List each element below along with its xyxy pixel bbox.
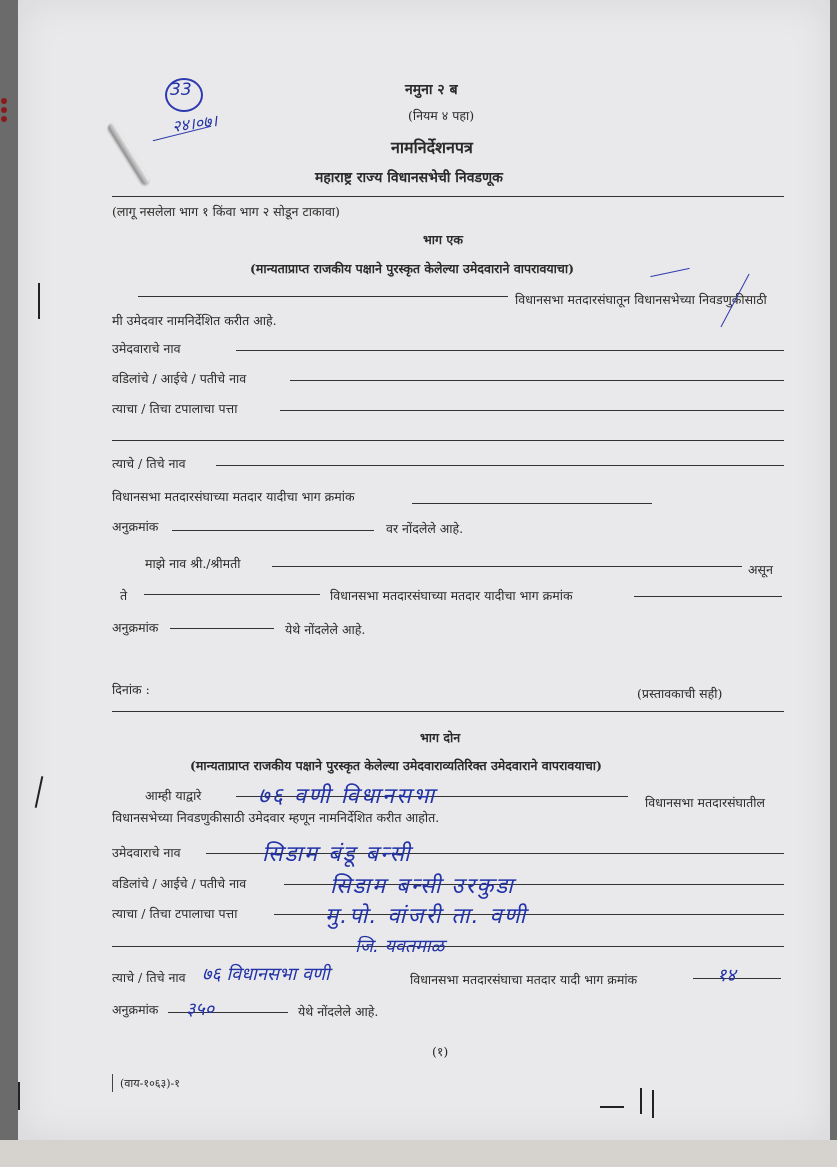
part-divider (112, 711, 784, 712)
document-subtitle: महाराष्ट्र राज्य विधानसभेची निवडणूक (315, 170, 503, 186)
document-title: नामनिर्देशनपत्र (391, 138, 473, 157)
p2-roll-part-label: विधानसभा मतदारसंघाचा मतदार यादी भाग क्रमांक (410, 972, 638, 987)
p1-signature-label: (प्रस्तावकाची सही) (637, 686, 723, 701)
p1-candidate-name-label: उमेदवाराचे नाव (112, 341, 181, 356)
binding-thread (0, 95, 8, 155)
scan-edge (0, 1140, 837, 1167)
p1-registered: वर नोंदलेले आहे. (386, 521, 464, 536)
p1-address-label: त्याचा / तिचा टपालाचा पत्ता (112, 401, 238, 416)
margin-mark (38, 283, 40, 319)
p2-line2: विधानसभेच्या निवडणुकीसाठी उमेदवार म्हणून नामनिर्देशित करीत आहोत. (112, 810, 440, 825)
filled-address-line2: जि. यवतमाळ (355, 936, 445, 957)
p2-address-label: त्याचा / तिचा टपालाचा पत्ता (112, 906, 238, 921)
form-number: नमुना २ ब (405, 82, 458, 98)
stamp-date: २४।०७। (170, 110, 219, 137)
p2-father-name-label: वडिलांचे / आईचे / पतीचे नाव (112, 876, 247, 891)
p1-roll-part2-label: विधानसभा मतदारसंघाच्या मतदार यादीचा भाग क्रमांक (330, 588, 573, 603)
p1-my-name-label: माझे नाव श्री./श्रीमती (145, 556, 241, 571)
filled-father-name: सिडाम बन्सी उरकुडा (330, 874, 515, 899)
filled-serial-no: ३५० (186, 999, 215, 1020)
filled-constituency: ७६ वणी विधानसभा (258, 784, 437, 809)
filled-candidate-name: सिडाम बंडू बन्सी (262, 842, 412, 867)
part1-subheading: (मान्यताप्राप्त राजकीय पक्षाने पुरस्कृत केलेल्या उमेदवाराने वापरावयाचा) (250, 261, 574, 276)
p2-candidate-name-label: उमेदवाराचे नाव (112, 845, 181, 860)
p1-serial2-label: अनुक्रमांक (112, 620, 159, 635)
ink-stroke (640, 1088, 642, 1114)
margin-mark (18, 1082, 20, 1110)
p1-serial-line[interactable] (172, 530, 374, 531)
p1-date-label: दिनांक : (112, 682, 150, 697)
filled-part-no: १४ (717, 965, 736, 986)
filled-his-name: ७६ विधानसभा वणी (202, 964, 330, 985)
part1-line1: विधानसभा मतदारसंघातून विधानसभेच्या निवडणुकीसाठी (515, 292, 767, 307)
instruction: (लागू नसलेला भाग १ किंवा भाग २ सोडून टाकावा) (112, 204, 340, 219)
p2-constituency-suffix: विधानसभा मतदारसंघातील (645, 795, 765, 810)
filled-address-line1: मु.पो. वांजरी ता. वणी (325, 904, 528, 929)
p1-asun: असून (748, 562, 773, 577)
divider (112, 196, 784, 197)
p1-registered2: येथे नोंदलेले आहे. (285, 622, 366, 637)
page-number: (१) (432, 1044, 449, 1059)
p2-we-hereby: आम्ही याद्वारे (145, 788, 202, 803)
part2-subheading: (मान्यताप्राप्त राजकीय पक्षाने पुरस्कृत केलेल्या उमेदवाराव्यतिरिक्त उमेदवाराने वापरावयाचा) (190, 758, 602, 773)
p2-serial-label: अनुक्रमांक (112, 1002, 159, 1017)
p2-address-line2[interactable] (112, 946, 784, 947)
p1-roll-part2-line[interactable] (634, 596, 782, 597)
part1-line2: मी उमेदवार नामनिर्देशित करीत आहे. (112, 313, 277, 328)
part2-heading: भाग दोन (420, 730, 461, 745)
ink-stroke (652, 1090, 654, 1118)
p1-roll-part-label: विधानसभा मतदारसंघाच्या मतदार यादीचा भाग क्रमांक (112, 489, 355, 504)
p1-my-name-line[interactable] (272, 566, 742, 567)
rule-reference: (नियम ४ पहा) (408, 108, 475, 123)
p1-serial-label: अनुक्रमांक (112, 519, 159, 534)
ink-stroke (600, 1106, 624, 1108)
p2-roll-part-line[interactable] (693, 978, 781, 979)
form-code: (वाय-१०६३)-१ (120, 1077, 180, 1090)
p1-te: ते (120, 588, 128, 603)
p2-registered: येथे नोंदलेले आहे. (298, 1004, 379, 1019)
p1-te-line[interactable] (144, 594, 320, 595)
p1-address-line2[interactable] (112, 440, 784, 441)
p1-his-name-label: त्याचे / तिचे नाव (112, 456, 186, 471)
p1-father-name-label: वडिलांचे / आईचे / पतीचे नाव (112, 371, 247, 386)
p1-address-line[interactable] (280, 410, 784, 411)
p1-roll-part-line[interactable] (412, 503, 652, 504)
part1-heading: भाग एक (423, 232, 463, 247)
stamp-number: 33 (170, 80, 192, 100)
p1-candidate-name-line[interactable] (236, 350, 784, 351)
constituency-line (138, 296, 508, 297)
p1-his-name-line[interactable] (216, 465, 784, 466)
p1-father-name-line[interactable] (290, 380, 784, 381)
p1-serial2-line[interactable] (170, 628, 274, 629)
p2-his-name-label: त्याचे / तिचे नाव (112, 970, 186, 985)
